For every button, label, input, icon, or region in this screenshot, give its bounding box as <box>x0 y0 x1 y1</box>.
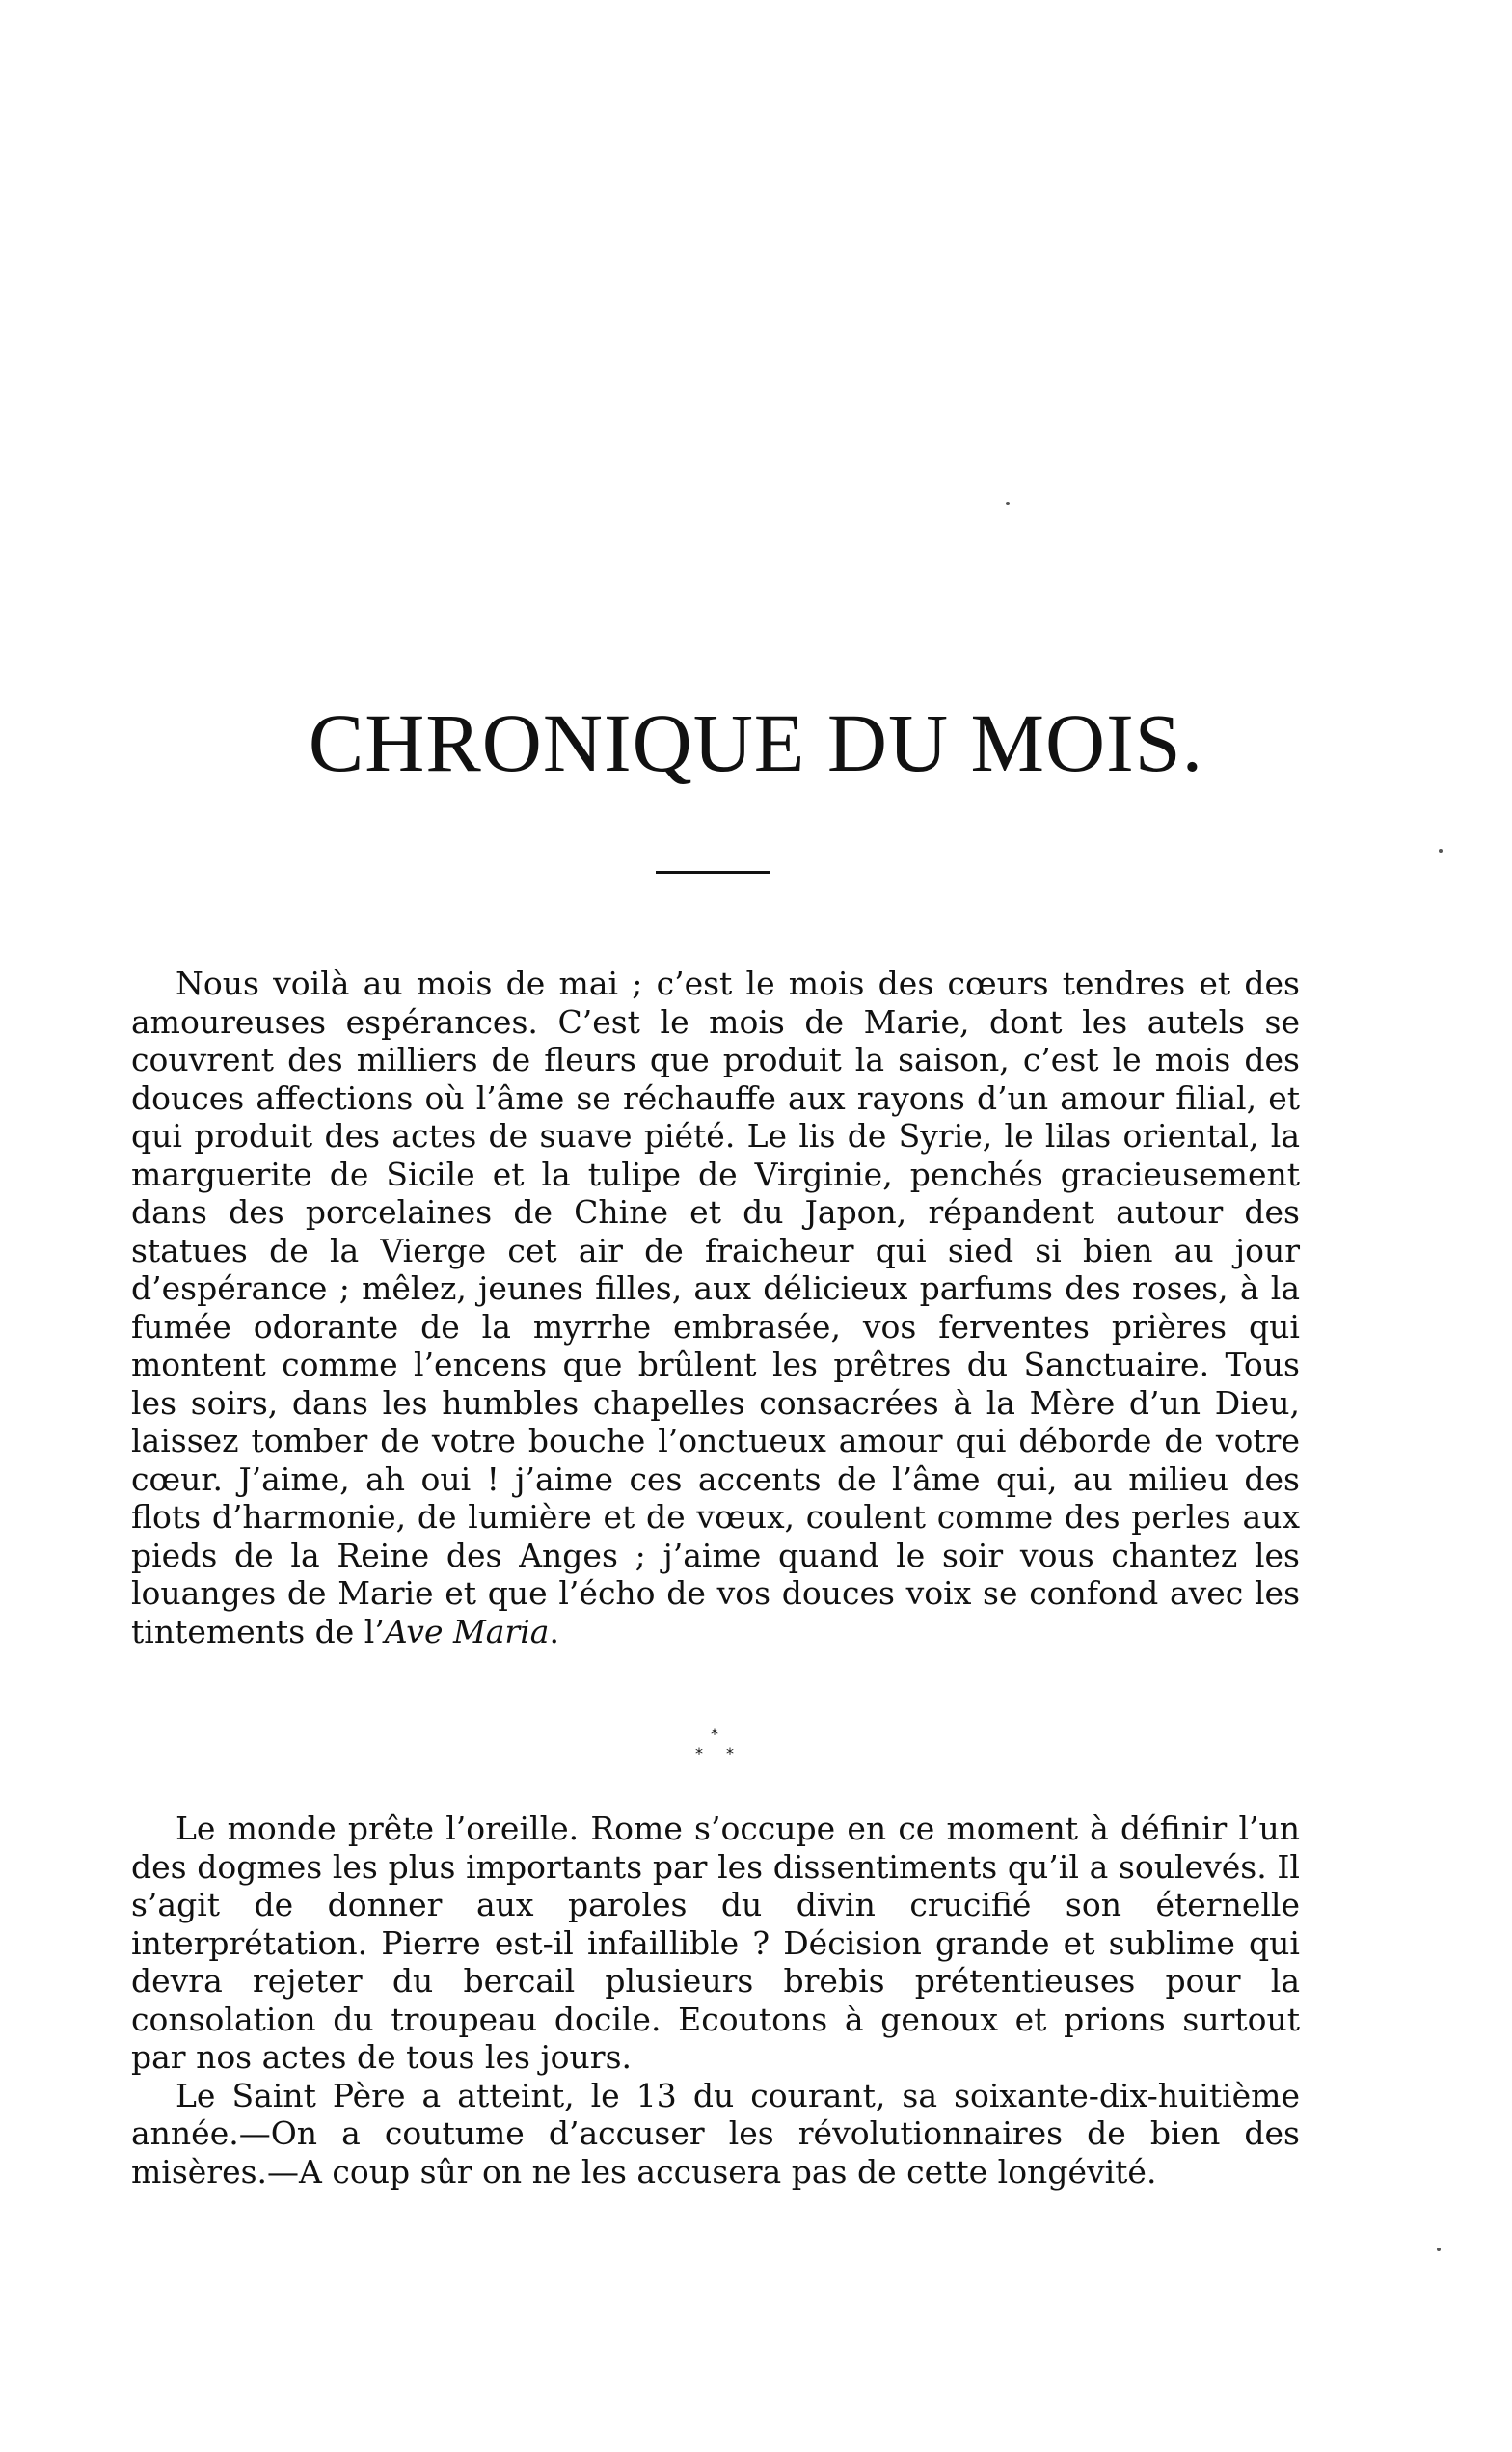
print-speck <box>1437 2248 1441 2251</box>
paragraph-rome: Le monde prête l’oreille. Rome s’occupe en ce moment à définir l’un des dogmes les plus importants par les dissentiments qu’il a soulevés. Il s’agit de donner aux paroles du divin crucifié son éternelle interprétation. Pierre est-il infaillible ? Décision grande et sublime qui devra rejeter du bercail plusieurs brebis prétentieuses pour la consolation du troupeau docile. Ecoutons à genoux et prions surtout par nos actes de tous les jours. <box>131 1810 1300 2076</box>
asterism-separator <box>689 1725 747 1783</box>
section-2 <box>131 1810 1300 2191</box>
page-title: CHRONIQUE DU MOIS. <box>308 696 1204 789</box>
paragraph-saint-pere: Le Saint Père a atteint, le 13 du courant, sa soixante-dix-huitième année.—On a coutume d’accuser les révolutionnaires de bien des misères.—A coup sûr on ne les accusera pas de cette longévité. <box>131 2076 1300 2191</box>
ave-maria-italic: Ave Maria <box>384 1612 550 1650</box>
section-1 <box>131 965 1300 1650</box>
print-speck <box>1006 502 1010 505</box>
paragraph-mois-de-mai-end: . <box>549 1612 559 1650</box>
title-rule <box>656 871 770 874</box>
asterism-star-right: * <box>726 1744 734 1762</box>
asterism-star-top: * <box>711 1725 718 1743</box>
asterism-star-left: * <box>695 1744 703 1762</box>
paragraph-mois-de-mai <box>131 965 1300 1650</box>
print-speck <box>1439 849 1443 853</box>
paragraph-mois-de-mai-text: Nous voilà au mois de mai ; c’est le mois des cœurs tendres et des amoureuses espérances. C’est le mois de Marie, dont les autels se couvrent des milliers de fleurs que produit la saison, c’est le mois des douces affections où l’âme se réchauffe aux rayons d’un amour filial, et qui produit des actes de suave piété. Le lis de Syrie, le lilas oriental, la marguerite de Sicile et la tulipe de Virginie, penchés gracieusement dans des porcelaines de Chine et du Japon, répandent autour des statues de la Vierge cet air de fraicheur qui sied si bien au jour d’espérance ; mêlez, jeunes filles, aux délicieux parfums des roses, à la fumée odorante de la myrrhe embrasée, vos ferventes prières qui montent comme l’encens que brûlent les prêtres du Sanctuaire. Tous les soirs, dans les humbles chapelles consacrées à la Mère d’un Dieu, laissez tomber de votre bouche l’onctueux amour qui déborde de votre cœur. J’aime, ah oui ! j’aime ces accents de l’âme qui, au milieu des flots d’harmonie, de lumière et de vœux, coulent comme des perles aux pieds de la Reine des Anges ; j’aime quand le soir vous chantez les louanges de Marie et que l’écho de vos douces voix se confond avec les tintements de l’ <box>131 965 1300 1650</box>
